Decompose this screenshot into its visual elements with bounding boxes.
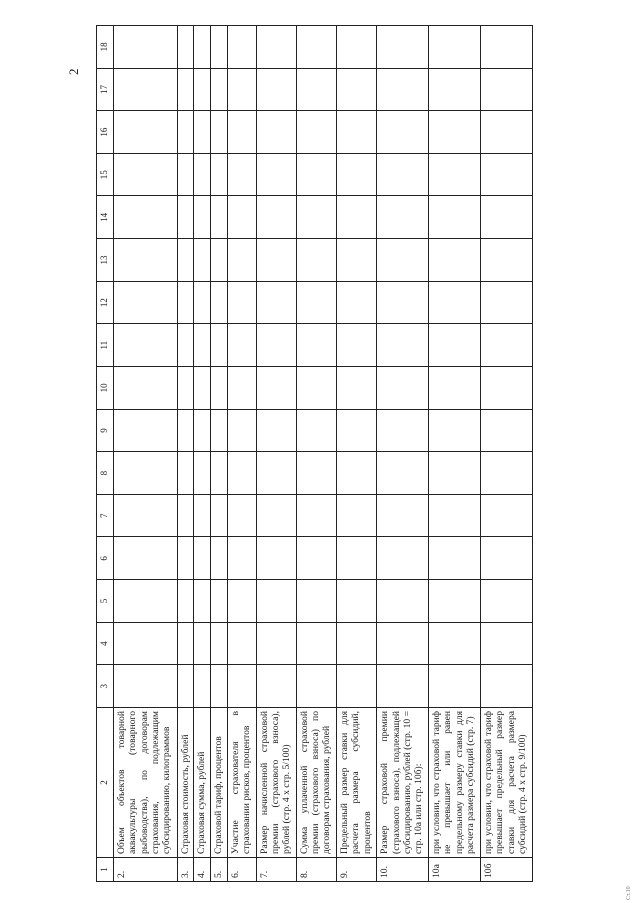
value-cell-col-9[interactable] — [211, 409, 228, 452]
value-cell-col-15[interactable] — [256, 153, 296, 196]
value-cell-col-7[interactable] — [481, 494, 533, 537]
value-cell-col-7[interactable] — [337, 494, 377, 537]
row-description: Объем объектов товарной аквакультуры (товарного рыбоводства), по договорам страхования, подлежащим субсидированию, килограммов — [114, 708, 178, 858]
value-cell-col-13[interactable] — [228, 239, 257, 282]
column-header-1: 1 — [97, 858, 114, 882]
value-cell-col-16[interactable] — [228, 111, 257, 154]
column-header-6: 6 — [97, 537, 114, 580]
value-cell-col-14[interactable] — [429, 196, 481, 239]
table-row — [228, 26, 257, 882]
value-cell-col-15[interactable] — [194, 153, 211, 196]
value-cell-col-5[interactable] — [177, 580, 194, 623]
value-cell-col-5[interactable] — [114, 580, 178, 623]
value-cell-col-4[interactable] — [177, 622, 194, 665]
value-cell-col-12[interactable] — [377, 281, 429, 324]
value-cell-col-5[interactable] — [337, 580, 377, 623]
value-cell-col-4[interactable] — [296, 622, 336, 665]
row-number: 9. — [337, 858, 377, 882]
value-cell-col-12[interactable] — [481, 281, 533, 324]
column-header-14: 14 — [97, 196, 114, 239]
value-cell-col-11[interactable] — [429, 324, 481, 367]
value-cell-col-4[interactable] — [481, 622, 533, 665]
table-row — [429, 26, 481, 882]
value-cell-col-3[interactable] — [377, 665, 429, 708]
value-cell-col-17[interactable] — [114, 68, 178, 111]
row-number: 10б — [481, 858, 533, 882]
column-header-16: 16 — [97, 111, 114, 154]
table-row — [377, 26, 429, 882]
value-cell-col-6[interactable] — [228, 537, 257, 580]
value-cell-col-18[interactable] — [177, 26, 194, 69]
value-cell-col-14[interactable] — [377, 196, 429, 239]
value-cell-col-10[interactable] — [194, 367, 211, 410]
column-header-4: 4 — [97, 622, 114, 665]
value-cell-col-17[interactable] — [177, 68, 194, 111]
value-cell-col-12[interactable] — [194, 281, 211, 324]
value-cell-col-5[interactable] — [429, 580, 481, 623]
value-cell-col-6[interactable] — [194, 537, 211, 580]
value-cell-col-10[interactable] — [256, 367, 296, 410]
table-row — [481, 26, 533, 882]
value-cell-col-3[interactable] — [337, 665, 377, 708]
value-cell-col-4[interactable] — [429, 622, 481, 665]
value-cell-col-12[interactable] — [337, 281, 377, 324]
value-cell-col-6[interactable] — [256, 537, 296, 580]
value-cell-col-8[interactable] — [114, 452, 178, 495]
value-cell-col-16[interactable] — [177, 111, 194, 154]
value-cell-col-5[interactable] — [194, 580, 211, 623]
value-cell-col-13[interactable] — [177, 239, 194, 282]
value-cell-col-5[interactable] — [256, 580, 296, 623]
value-cell-col-15[interactable] — [114, 153, 178, 196]
value-cell-col-18[interactable] — [337, 26, 377, 69]
value-cell-col-18[interactable] — [114, 26, 178, 69]
row-description: Участие страхователя в страховании рисков, процентов — [228, 708, 257, 858]
value-cell-col-8[interactable] — [296, 452, 336, 495]
value-cell-col-3[interactable] — [429, 665, 481, 708]
value-cell-col-11[interactable] — [194, 324, 211, 367]
value-cell-col-13[interactable] — [296, 239, 336, 282]
value-cell-col-9[interactable] — [177, 409, 194, 452]
row-description: при условии, что страховой тариф превышает предельный размер ставки для расчета размера субсидий (стр. 4 х стр. 9/100) — [481, 708, 533, 858]
value-cell-col-9[interactable] — [481, 409, 533, 452]
value-cell-col-12[interactable] — [177, 281, 194, 324]
value-cell-col-18[interactable] — [211, 26, 228, 69]
table-row — [114, 26, 178, 882]
table-row — [194, 26, 211, 882]
value-cell-col-10[interactable] — [377, 367, 429, 410]
value-cell-col-4[interactable] — [114, 622, 178, 665]
table-body — [114, 26, 533, 882]
column-header-8: 8 — [97, 452, 114, 495]
value-cell-col-4[interactable] — [228, 622, 257, 665]
value-cell-col-7[interactable] — [177, 494, 194, 537]
column-header-5: 5 — [97, 580, 114, 623]
row-description: Страховая сумма, рублей — [194, 708, 211, 858]
value-cell-col-13[interactable] — [337, 239, 377, 282]
row-description: Предельный размер ставки для расчета размера субсидий, процентов — [337, 708, 377, 858]
value-cell-col-14[interactable] — [228, 196, 257, 239]
value-cell-col-12[interactable] — [296, 281, 336, 324]
value-cell-col-16[interactable] — [337, 111, 377, 154]
value-cell-col-4[interactable] — [194, 622, 211, 665]
value-cell-col-3[interactable] — [481, 665, 533, 708]
value-cell-col-17[interactable] — [211, 68, 228, 111]
value-cell-col-6[interactable] — [429, 537, 481, 580]
value-cell-col-17[interactable] — [337, 68, 377, 111]
value-cell-col-11[interactable] — [256, 324, 296, 367]
value-cell-col-3[interactable] — [177, 665, 194, 708]
value-cell-col-16[interactable] — [296, 111, 336, 154]
value-cell-col-8[interactable] — [228, 452, 257, 495]
row-description: Сумма уплаченной страховой премии (страхового взноса) по договорам страхования, рублей — [296, 708, 336, 858]
value-cell-col-8[interactable] — [337, 452, 377, 495]
value-cell-col-11[interactable] — [377, 324, 429, 367]
value-cell-col-8[interactable] — [177, 452, 194, 495]
value-cell-col-5[interactable] — [377, 580, 429, 623]
value-cell-col-18[interactable] — [256, 26, 296, 69]
value-cell-col-16[interactable] — [211, 111, 228, 154]
page-number: 2 — [66, 68, 81, 75]
value-cell-col-11[interactable] — [296, 324, 336, 367]
value-cell-col-16[interactable] — [256, 111, 296, 154]
value-cell-col-8[interactable] — [194, 452, 211, 495]
column-header-7: 7 — [97, 494, 114, 537]
value-cell-col-10[interactable] — [337, 367, 377, 410]
value-cell-col-10[interactable] — [481, 367, 533, 410]
value-cell-col-15[interactable] — [337, 153, 377, 196]
value-cell-col-5[interactable] — [481, 580, 533, 623]
column-header-2: 2 — [97, 708, 114, 858]
value-cell-col-6[interactable] — [337, 537, 377, 580]
value-cell-col-3[interactable] — [114, 665, 178, 708]
value-cell-col-16[interactable] — [481, 111, 533, 154]
value-cell-col-9[interactable] — [256, 409, 296, 452]
column-header-15: 15 — [97, 153, 114, 196]
value-cell-col-17[interactable] — [228, 68, 257, 111]
value-cell-col-17[interactable] — [256, 68, 296, 111]
value-cell-col-11[interactable] — [228, 324, 257, 367]
row-description: при условии, что страховой тариф не превышает или равен предельному размеру ставки для расчета размера субсидий (стр. 7) — [429, 708, 481, 858]
value-cell-col-6[interactable] — [481, 537, 533, 580]
row-description: Страховая стоимость, рублей — [177, 708, 194, 858]
value-cell-col-18[interactable] — [194, 26, 211, 69]
value-cell-col-10[interactable] — [296, 367, 336, 410]
value-cell-col-15[interactable] — [377, 153, 429, 196]
value-cell-col-12[interactable] — [429, 281, 481, 324]
value-cell-col-5[interactable] — [211, 580, 228, 623]
row-number: 5. — [211, 858, 228, 882]
value-cell-col-9[interactable] — [194, 409, 211, 452]
value-cell-col-7[interactable] — [377, 494, 429, 537]
value-cell-col-10[interactable] — [114, 367, 178, 410]
value-cell-col-14[interactable] — [256, 196, 296, 239]
column-header-18: 18 — [97, 26, 114, 69]
value-cell-col-9[interactable] — [377, 409, 429, 452]
value-cell-col-4[interactable] — [211, 622, 228, 665]
value-cell-col-15[interactable] — [228, 153, 257, 196]
value-cell-col-12[interactable] — [228, 281, 257, 324]
table-row — [337, 26, 377, 882]
value-cell-col-14[interactable] — [481, 196, 533, 239]
value-cell-col-18[interactable] — [228, 26, 257, 69]
value-cell-col-10[interactable] — [228, 367, 257, 410]
value-cell-col-3[interactable] — [296, 665, 336, 708]
value-cell-col-18[interactable] — [296, 26, 336, 69]
value-cell-col-11[interactable] — [114, 324, 178, 367]
table-row — [296, 26, 336, 882]
row-number: 7. — [256, 858, 296, 882]
value-cell-col-7[interactable] — [114, 494, 178, 537]
row-number: 10. — [377, 858, 429, 882]
value-cell-col-15[interactable] — [296, 153, 336, 196]
value-cell-col-17[interactable] — [481, 68, 533, 111]
row-number: 3. — [177, 858, 194, 882]
table-row — [211, 26, 228, 882]
value-cell-col-7[interactable] — [211, 494, 228, 537]
value-cell-col-9[interactable] — [429, 409, 481, 452]
value-cell-col-7[interactable] — [228, 494, 257, 537]
value-cell-col-13[interactable] — [256, 239, 296, 282]
column-number-row — [97, 26, 114, 882]
value-cell-col-3[interactable] — [228, 665, 257, 708]
value-cell-col-14[interactable] — [177, 196, 194, 239]
row-description: Размер начисленной страховой премии (страхового взноса), рублей (стр. 4 х стр. 5/100) — [256, 708, 296, 858]
corner-mark: Ст.10 — [626, 886, 632, 900]
value-cell-col-15[interactable] — [429, 153, 481, 196]
value-cell-col-11[interactable] — [481, 324, 533, 367]
value-cell-col-14[interactable] — [114, 196, 178, 239]
value-cell-col-10[interactable] — [429, 367, 481, 410]
value-cell-col-16[interactable] — [429, 111, 481, 154]
row-number: 2. — [114, 858, 178, 882]
value-cell-col-6[interactable] — [114, 537, 178, 580]
value-cell-col-14[interactable] — [296, 196, 336, 239]
value-cell-col-16[interactable] — [194, 111, 211, 154]
value-cell-col-15[interactable] — [481, 153, 533, 196]
value-cell-col-12[interactable] — [211, 281, 228, 324]
value-cell-col-6[interactable] — [296, 537, 336, 580]
value-cell-col-17[interactable] — [377, 68, 429, 111]
value-cell-col-11[interactable] — [211, 324, 228, 367]
value-cell-col-9[interactable] — [228, 409, 257, 452]
column-header-9: 9 — [97, 409, 114, 452]
column-header-10: 10 — [97, 367, 114, 410]
column-header-12: 12 — [97, 281, 114, 324]
value-cell-col-14[interactable] — [211, 196, 228, 239]
value-cell-col-6[interactable] — [211, 537, 228, 580]
value-cell-col-16[interactable] — [377, 111, 429, 154]
value-cell-col-6[interactable] — [377, 537, 429, 580]
value-cell-col-17[interactable] — [194, 68, 211, 111]
value-cell-col-7[interactable] — [296, 494, 336, 537]
value-cell-col-15[interactable] — [211, 153, 228, 196]
value-cell-col-11[interactable] — [177, 324, 194, 367]
column-header-11: 11 — [97, 324, 114, 367]
value-cell-col-7[interactable] — [429, 494, 481, 537]
value-cell-col-9[interactable] — [296, 409, 336, 452]
column-header-17: 17 — [97, 68, 114, 111]
value-cell-col-9[interactable] — [114, 409, 178, 452]
value-cell-col-8[interactable] — [211, 452, 228, 495]
row-number: 4. — [194, 858, 211, 882]
row-description: Страховой тариф, процентов — [211, 708, 228, 858]
row-description: Размер страховой премии (страхового взноса), подлежащей субсидированию, рублей (стр. 10 = стр. 10а или стр. 10б): — [377, 708, 429, 858]
value-cell-col-12[interactable] — [114, 281, 178, 324]
value-cell-col-8[interactable] — [481, 452, 533, 495]
value-cell-col-10[interactable] — [177, 367, 194, 410]
value-cell-col-4[interactable] — [337, 622, 377, 665]
value-cell-col-5[interactable] — [296, 580, 336, 623]
value-cell-col-13[interactable] — [211, 239, 228, 282]
row-number: 8. — [296, 858, 336, 882]
value-cell-col-7[interactable] — [194, 494, 211, 537]
value-cell-col-4[interactable] — [377, 622, 429, 665]
value-cell-col-14[interactable] — [337, 196, 377, 239]
value-cell-col-6[interactable] — [177, 537, 194, 580]
value-cell-col-8[interactable] — [429, 452, 481, 495]
value-cell-col-3[interactable] — [211, 665, 228, 708]
value-cell-col-11[interactable] — [337, 324, 377, 367]
table-row — [177, 26, 194, 882]
value-cell-col-13[interactable] — [114, 239, 178, 282]
value-cell-col-15[interactable] — [177, 153, 194, 196]
value-cell-col-10[interactable] — [211, 367, 228, 410]
value-cell-col-9[interactable] — [337, 409, 377, 452]
table-row — [256, 26, 296, 882]
value-cell-col-18[interactable] — [481, 26, 533, 69]
value-cell-col-13[interactable] — [429, 239, 481, 282]
row-number: 6. — [228, 858, 257, 882]
value-cell-col-13[interactable] — [481, 239, 533, 282]
value-cell-col-4[interactable] — [256, 622, 296, 665]
value-cell-col-17[interactable] — [429, 68, 481, 111]
subsidy-calculation-table — [96, 25, 533, 882]
value-cell-col-16[interactable] — [114, 111, 178, 154]
value-cell-col-18[interactable] — [429, 26, 481, 69]
value-cell-col-14[interactable] — [194, 196, 211, 239]
column-header-13: 13 — [97, 239, 114, 282]
value-cell-col-5[interactable] — [228, 580, 257, 623]
value-cell-col-3[interactable] — [256, 665, 296, 708]
value-cell-col-13[interactable] — [194, 239, 211, 282]
value-cell-col-17[interactable] — [296, 68, 336, 111]
value-cell-col-7[interactable] — [256, 494, 296, 537]
value-cell-col-8[interactable] — [377, 452, 429, 495]
row-number: 10а — [429, 858, 481, 882]
column-header-3: 3 — [97, 665, 114, 708]
value-cell-col-12[interactable] — [256, 281, 296, 324]
value-cell-col-13[interactable] — [377, 239, 429, 282]
value-cell-col-18[interactable] — [377, 26, 429, 69]
value-cell-col-3[interactable] — [194, 665, 211, 708]
value-cell-col-8[interactable] — [256, 452, 296, 495]
